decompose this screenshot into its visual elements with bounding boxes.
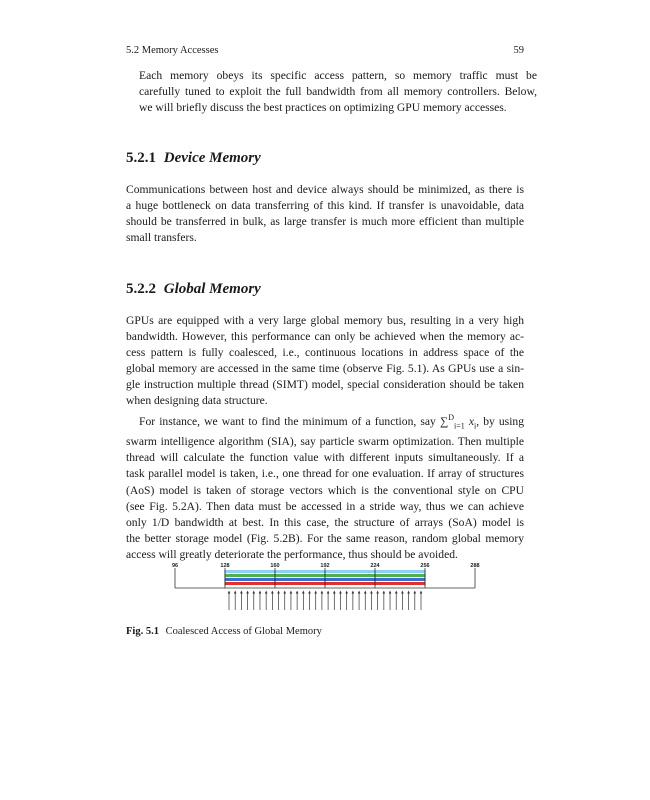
thread-arrow xyxy=(234,591,237,611)
global-memory-paragraph-2 xyxy=(126,410,524,563)
running-head-section: 5.2 Memory Accesses xyxy=(126,45,219,56)
text-line: Communications between host and device always should be minimized, as there is xyxy=(126,183,524,196)
figure-coalesced-access xyxy=(170,562,480,622)
section-title: Global Memory xyxy=(163,281,261,297)
text-line: (see Fig. 5.2A). Then data must be accessed in a stride way, thus we can achieve xyxy=(126,499,524,513)
address-tick-label: 192 xyxy=(320,563,330,569)
sum-formula: ∑$^D_{i=1}$ $x_i$ xyxy=(439,413,477,431)
text-line: thread will calculate the function value with different inputs simultaneously. If a xyxy=(126,451,524,465)
text-line: only 1/D bandwidth at best. In this case, the structure of arrays (SoA) model is xyxy=(126,515,524,529)
thread-arrow xyxy=(345,591,348,611)
address-tick-label: 128 xyxy=(220,563,230,569)
thread-arrow xyxy=(296,591,299,611)
intro-paragraph xyxy=(126,68,537,116)
thread-arrow xyxy=(246,591,249,611)
thread-arrow xyxy=(308,591,311,611)
text-line: task parallel model is taken, i.e., one thread for one evaluation. If array of structures xyxy=(126,467,524,481)
text-line: should be transferred in bulk, as large transfer is much more efficient than multiple xyxy=(126,215,524,229)
text-fragment: For instance, we want to find the minimum of a function, say xyxy=(139,414,436,428)
text-line-with-math xyxy=(126,410,524,434)
text-line: swarm intelligence algorithm (SIA), say particle swarm optimization. Then multiple xyxy=(126,435,524,449)
text-line: GPUs are equipped with a very large global memory bus, resulting in a very high xyxy=(126,314,524,327)
thread-arrow xyxy=(259,591,262,611)
thread-arrow xyxy=(370,591,373,611)
text-line: bandwidth. However, this performance can only be achieved when the memory ac- xyxy=(126,330,524,344)
thread-arrow xyxy=(401,591,404,611)
section-title: Device Memory xyxy=(163,150,261,166)
thread-arrow xyxy=(352,591,355,611)
text-line: access will greatly deteriorate the performance, thus should be avoided. xyxy=(126,547,458,561)
thread-arrow xyxy=(283,591,286,611)
thread-arrow xyxy=(327,591,330,611)
thread-arrow xyxy=(271,591,274,611)
thread-arrow xyxy=(383,591,386,611)
device-memory-paragraph xyxy=(126,182,524,246)
section-heading-device-memory xyxy=(126,150,261,167)
coalesced-access-diagram xyxy=(170,562,480,622)
address-tick-label: 256 xyxy=(420,563,430,569)
thread-arrow xyxy=(414,591,417,611)
thread-arrow xyxy=(290,591,293,611)
section-number: 5.2.1 xyxy=(126,150,156,166)
thread-arrow xyxy=(407,591,410,611)
address-tick-label: 96 xyxy=(171,563,179,569)
text-line: carefully tuned to exploit the full bandwidth from all memory controllers. Below, xyxy=(139,85,537,99)
text-line: gle instruction multiple thread (SIMT) model, special consideration should be taken xyxy=(126,378,524,392)
address-tick-label: 288 xyxy=(470,563,480,569)
thread-arrow xyxy=(420,591,423,611)
text-line: global memory are accessed in the same time (observe Fig. 5.1). As GPUs use a sin- xyxy=(126,362,524,376)
text-line: we will briefly discuss the best practices on optimizing GPU memory accesses. xyxy=(139,101,507,115)
text-line: Each memory obeys its specific access pattern, so memory traffic must be xyxy=(139,69,537,82)
thread-arrow xyxy=(395,591,398,611)
figure-label: Fig. 5.1 xyxy=(126,626,159,637)
figure-caption xyxy=(126,626,322,638)
thread-arrow xyxy=(277,591,280,611)
text-line: when designing data structure. xyxy=(126,394,268,408)
text-line: (AoS) model is taken of storage vectors which is the conventional style on CPU xyxy=(126,483,524,497)
figure-caption-text: Coalesced Access of Global Memory xyxy=(165,626,322,637)
page-number: 59 xyxy=(513,45,524,56)
thread-arrow xyxy=(358,591,361,611)
thread-arrow xyxy=(252,591,255,611)
text-line: cess pattern is fully coalesced, i.e., continuous locations in address space of the xyxy=(126,346,524,360)
address-tick-label: 224 xyxy=(370,563,380,569)
thread-arrow xyxy=(314,591,317,611)
text-line: small transfers. xyxy=(126,231,197,245)
thread-arrow xyxy=(321,591,324,611)
running-head xyxy=(126,45,524,57)
thread-arrow xyxy=(240,591,243,611)
thread-arrow xyxy=(389,591,392,611)
text-fragment: , by using xyxy=(476,414,525,428)
thread-arrow xyxy=(302,591,305,611)
thread-arrow xyxy=(376,591,379,611)
section-heading-global-memory xyxy=(126,281,261,298)
text-line: a huge bottleneck on data transferring of this kind. If transfer is unavoidable, data xyxy=(126,199,524,213)
thread-arrow xyxy=(339,591,342,611)
thread-arrow xyxy=(333,591,336,611)
thread-arrow xyxy=(265,591,268,611)
thread-arrow xyxy=(228,591,231,611)
address-tick-label: 160 xyxy=(270,563,280,569)
thread-arrow xyxy=(364,591,367,611)
section-number: 5.2.2 xyxy=(126,281,156,297)
text-line: the better storage model (Fig. 5.2B). For the same reason, random global memory xyxy=(126,531,524,545)
global-memory-paragraph-1 xyxy=(126,313,524,410)
